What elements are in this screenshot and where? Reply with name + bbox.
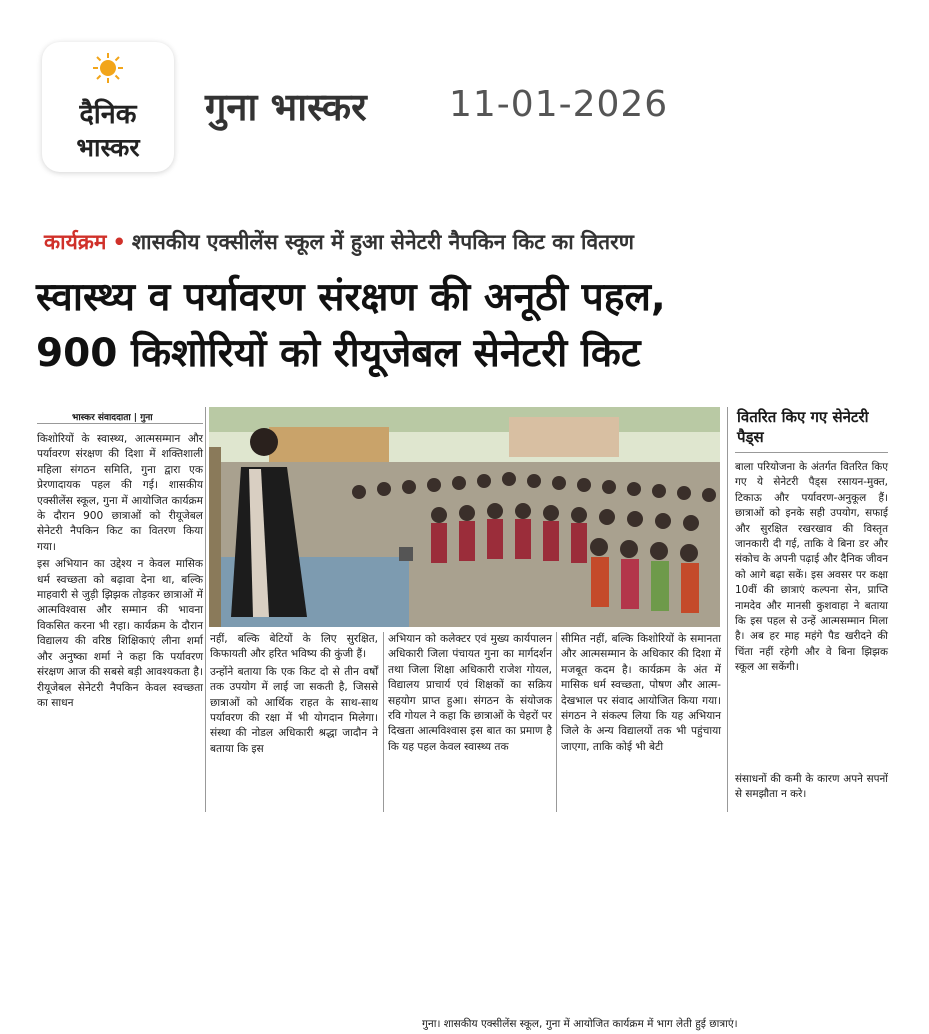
byline-rule (37, 423, 203, 424)
article-column-4 (561, 632, 721, 812)
kicker (44, 228, 634, 256)
edition-title: गुना भास्कर (205, 85, 367, 129)
sidebar-heading: वितरित किए गए सेनेटरी पैड्स (737, 408, 869, 446)
edition-date: 11-01-2026 (449, 84, 669, 125)
column-divider (556, 632, 557, 812)
kicker-text: शासकीय एक्सीलेंस स्कूल में हुआ सेनेटरी नैपकिन किट का वितरण (131, 230, 634, 254)
byline: भास्कर संवाददाता | गुना (72, 413, 153, 423)
photo-caption: गुना। शासकीय एक्सीलेंस स्कूल, गुना में आयोजित कार्यक्रम में भाग लेती हुई छात्राएं। (418, 1014, 929, 1034)
sun-icon (92, 52, 124, 84)
headline-line-1: स्वास्थ्य व पर्यावरण संरक्षण की अनूठी पहल, (36, 275, 666, 320)
paragraph: नहीं, बल्कि बेटियों के लिए सुरक्षित, किफायती और हरित भविष्य की कुंजी हैं। (210, 633, 378, 661)
column-divider (383, 632, 384, 812)
sidebar-column (735, 460, 888, 770)
paragraph: किशोरियों के स्वास्थ्य, आत्मसम्मान और पर्यावरण संरक्षण की दिशा में शक्तिशाली महिला संगठन समिति, गुना द्वारा एक प्रेरणादायक पहल की गई। शासकीय एक्सीलेंस स्कूल, गुना में आयोजित कार्यक्रम के दौरान 900 छात्राओं को रीयूजेबल सेनेटरी नैपकिन किट का वितरण किया गया। (37, 433, 203, 553)
kicker-label: कार्यक्रम (44, 230, 107, 254)
paragraph: संसाधनों की कमी के कारण अपने सपनों से समझौता न करे। (735, 773, 888, 801)
column-divider (727, 407, 728, 812)
article-column-2 (210, 632, 378, 812)
paragraph: उन्होंने बताया कि एक किट दो से तीन वर्षों तक उपयोग में लाई जा सकती है, जिससे छात्राओं को आर्थिक राहत के साथ-साथ पर्यावरण की रक्षा में भी योगदान मिलेगा। संस्था की नोडल अधिकारी श्रद्धा जादौन ने बताया कि इस (210, 665, 378, 755)
dainik-bhaskar-logo (42, 42, 174, 172)
article-column-1 (37, 432, 203, 807)
logo-line-2: भास्कर (76, 133, 140, 162)
photo-illustration (209, 407, 720, 627)
logo-line-1: दैनिक (79, 99, 137, 130)
paragraph: अभियान को कलेक्टर एवं मुख्य कार्यपालन अधिकारी जिला पंचायत गुना का मार्गदर्शन तथा जिला शिक्षा अधिकारी राजेश गोयल, विद्यालय प्राचार्य एवं शिक्षकों का सक्रिय सहयोग प्राप्त हुआ। संगठन के संयोजक रवि गोयल ने कहा कि छात्राओं के चेहरों पर दिखता आत्मविश्वास इस बात का प्रमाण है कि यह पहल केवल स्वास्थ्य तक (388, 633, 552, 753)
paragraph: सीमित नहीं, बल्कि किशोरियों के समानता और आत्मसम्मान के अधिकार की दिशा में मजबूत कदम है। कार्यक्रम के अंत में मासिक धर्म स्वच्छता, पोषण और आत्म-देखभाल पर संवाद आयोजित किया गया। संगठन ने संकल्प लिया कि यह अभियान जिले के अन्य विद्यालयों तक भी पहुंचाया जाएगा, ताकि कोई भी बेटी (561, 633, 721, 753)
kicker-bullet: • (112, 230, 126, 254)
article-column-3 (388, 632, 552, 812)
column-divider (205, 407, 206, 812)
headline-line-2: 900 किशोरियों को रीयूजेबल सेनेटरी किट (36, 331, 641, 376)
headline (36, 270, 666, 382)
paragraph: बाला परियोजना के अंतर्गत वितरित किए गए ये सेनेटरी पैड्स रसायन-मुक्त, टिकाऊ और पर्यावरण-अनुकूल हैं। छात्राओं को इनके सही उपयोग, सफाई और सुरक्षित रखरखाव की विस्तृत जानकारी दी गई, ताकि वे बिना डर और संकोच के अपनी पढ़ाई और दैनिक जीवन को आगे बढ़ा सकें। इस अवसर पर कक्षा 10वीं की छात्राएं कल्पना सेन, प्राप्ति नामदेव और मानसी कुशवाहा ने बताया कि इस पहल से उन्हें आत्मसम्मान मिला है। अब हर माह महंगे पैड खरीदने की चिंता नहीं रहेगी और वे बिना झिझक स्कूल आ सकेंगी। (735, 461, 888, 674)
sidebar-rule (735, 452, 888, 453)
paragraph: इस अभियान का उद्देश्य न केवल मासिक धर्म स्वच्छता को बढ़ावा देना था, बल्कि माहवारी से जुड़ी झिझक तोड़कर छात्राओं में आत्मविश्वास और सम्मान की भावना विकसित करना भी रहा। कार्यक्रम के दौरान विद्यालय की वरिष्ठ शिक्षिकाएं लीना शर्मा और अनुष्का शर्मा ने कहा कि पर्यावरण संरक्षण आज की सबसे बड़ी आवश्यकता है। रीयूजेबल सेनेटरी नैपकिन केवल स्वच्छता का साधन (37, 558, 203, 709)
sidebar-column-end (735, 772, 888, 812)
